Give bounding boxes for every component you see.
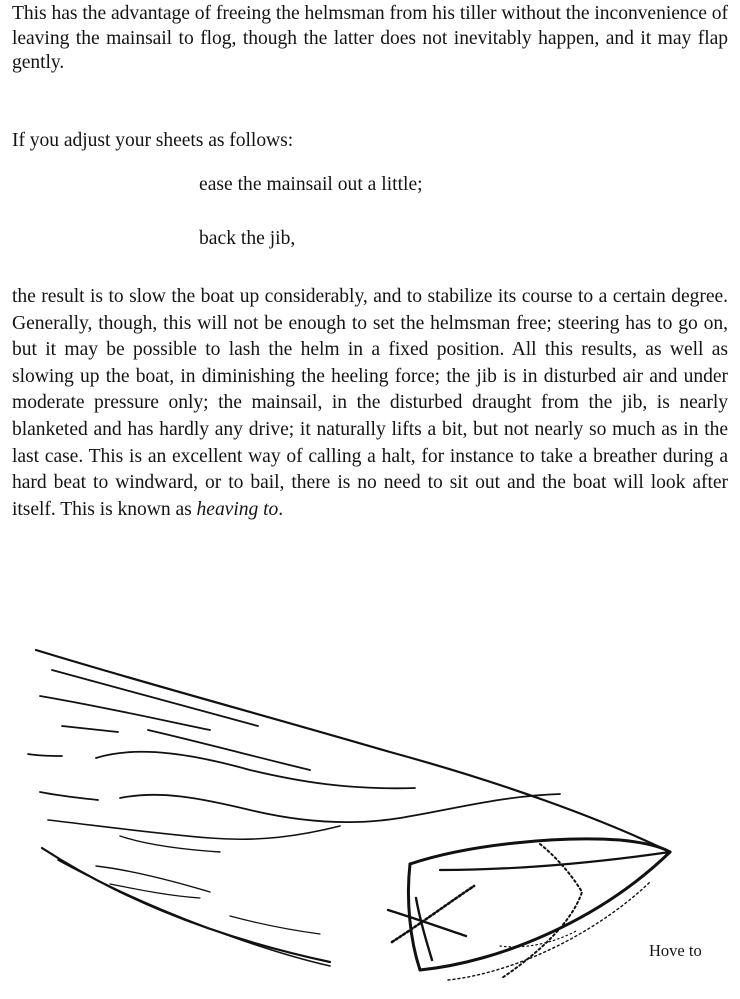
figure-caption: Hove to — [649, 941, 702, 960]
sail-line-9 — [48, 820, 340, 839]
paragraph-result — [12, 284, 728, 523]
term-heaving-to: heaving to — [196, 498, 279, 520]
hull-upper-curve — [440, 852, 670, 870]
sail-line-7 — [40, 792, 98, 800]
sail-line-12 — [110, 884, 200, 898]
paragraph-adjust-intro: If you adjust your sheets as follows: — [12, 130, 294, 151]
result-end: . — [278, 498, 284, 520]
instruction-ease-mainsail: ease the mainsail out a little; — [199, 174, 423, 195]
mainsail-lower-stroke — [58, 860, 330, 966]
hull-deck-line — [410, 839, 670, 864]
sail-line-3 — [62, 726, 118, 732]
sail-line-2 — [40, 696, 210, 730]
hove-to-illustration — [0, 630, 740, 999]
sail-line-8 — [120, 794, 560, 822]
boom-line — [388, 910, 466, 936]
instruction-back-jib: back the jib, — [199, 228, 296, 249]
sail-line-10 — [120, 836, 220, 852]
sail-line-5 — [28, 754, 62, 756]
sail-line-13 — [230, 916, 320, 934]
hull-keel-line — [448, 882, 650, 980]
result-text: the result is to slow the boat up considerably, and to stabilize its course to a certain degree. Generally, though, this will not be enough to set the helmsman free; steering has to go on, but it may be possible to lash the helm in a fixed position. All this results, as well as slowing up the boat, in diminishing the heeling force; the jib is in disturbed air and under moderate pressure only; the mainsail, in the disturbed draught from the jib, is nearly blanketed and has hardly any drive; it naturally lifts a bit, but not nearly so much as in the last case. This is an excellent way of calling a halt, for instance to take a breather during a hard beat to windward, or to bail, there is no need to sit out and the boat will look after itself. This is known as — [12, 286, 728, 520]
mast-line — [416, 898, 432, 960]
paragraph-intro: This has the advantage of freeing the helmsman from his tiller without the inconvenience of leaving the mainsail to flog, though the latter does not inevitably happen, and it may flap gently. — [12, 3, 728, 74]
mainsail-lower-edge — [42, 848, 330, 962]
